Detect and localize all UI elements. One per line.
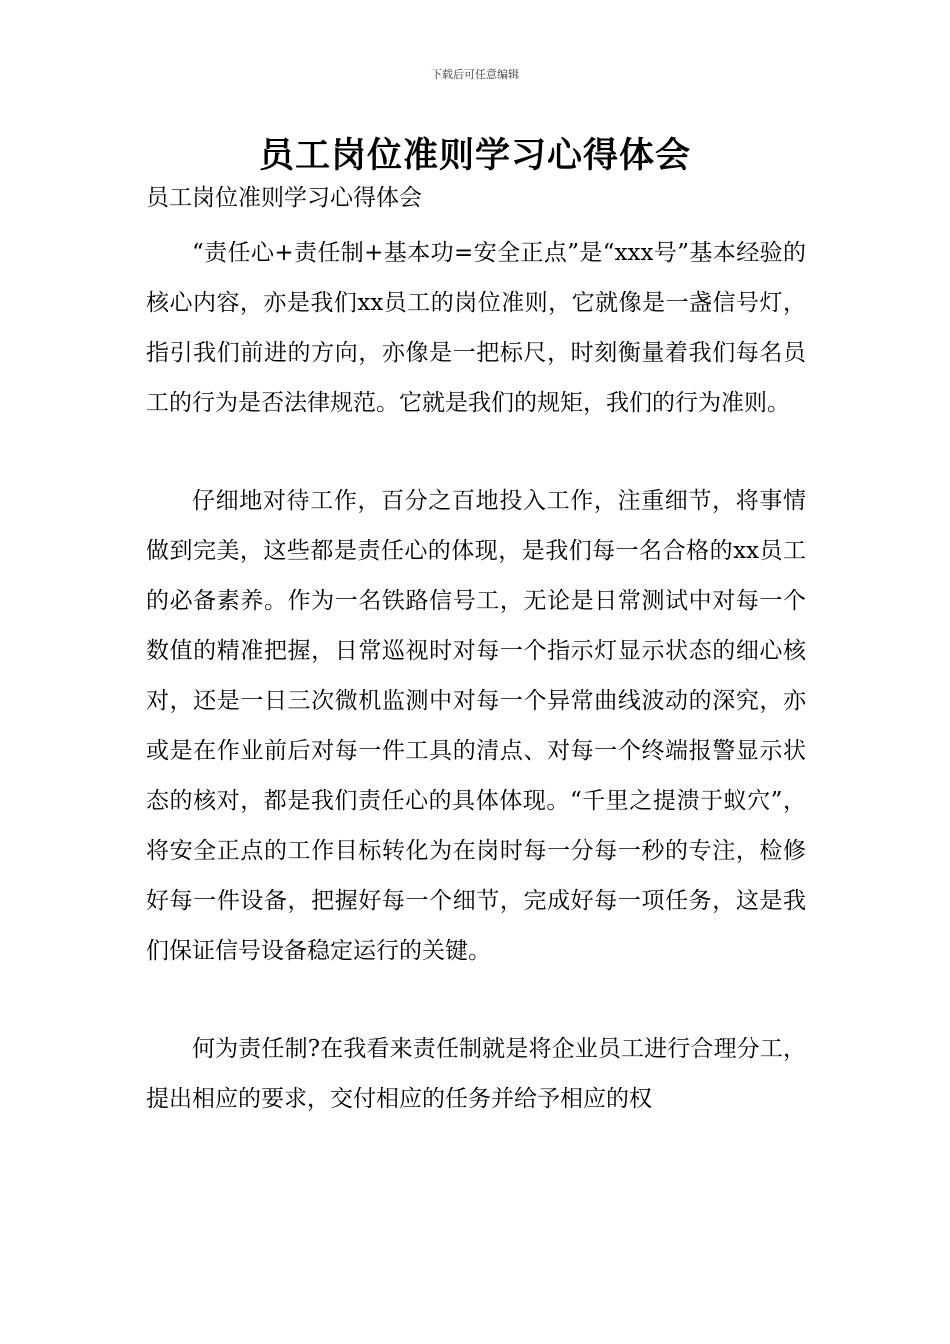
document-title: 员工岗位准则学习心得体会 xyxy=(258,136,691,176)
document-body xyxy=(146,228,806,1124)
paragraph-3: 何为责任制?在我看来责任制就是将企业员工进行合理分工，提出相应的要求，交付相应的任务并给予相应的权 xyxy=(146,1036,806,1112)
paragraph-2: 仔细地对待工作，百分之百地投入工作，注重细节，将事情做到完美，这些都是责任心的体现，是我们每一名合格的xx员工的必备素养。作为一名铁路信号工，无论是日常测试中对每一个数值的精准把握，日常巡视时对每一个指示灯显示状态的细心核对，还是一日三次微机监测中对每一个异常曲线波动的深究，亦或是在作业前后对每一件工具的清点、对每一个终端报警显示状态的核对，都是我们责任心的具体体现。“千里之提溃于蚁穴”，将安全正点的工作目标转化为在岗时每一分每一秒的专注，检修好每一件设备，把握好每一个细节，完成好每一项任务，这是我们保证信号设备稳定运行的关键。 xyxy=(146,488,806,964)
paragraph-1: “责任心+责任制+基本功=安全正点”是“xxx号”基本经验的核心内容，亦是我们xx员工的岗位准则，它就像是一盏信号灯，指引我们前进的方向，亦像是一把标尺，时刻衡量着我们每名员工的行为是否法律规范。它就是我们的规矩，我们的行为准则。 xyxy=(146,240,806,416)
document-subtitle: 员工岗位准则学习心得体会 xyxy=(146,185,422,211)
header-note: 下载后可任意编辑 xyxy=(431,68,519,81)
